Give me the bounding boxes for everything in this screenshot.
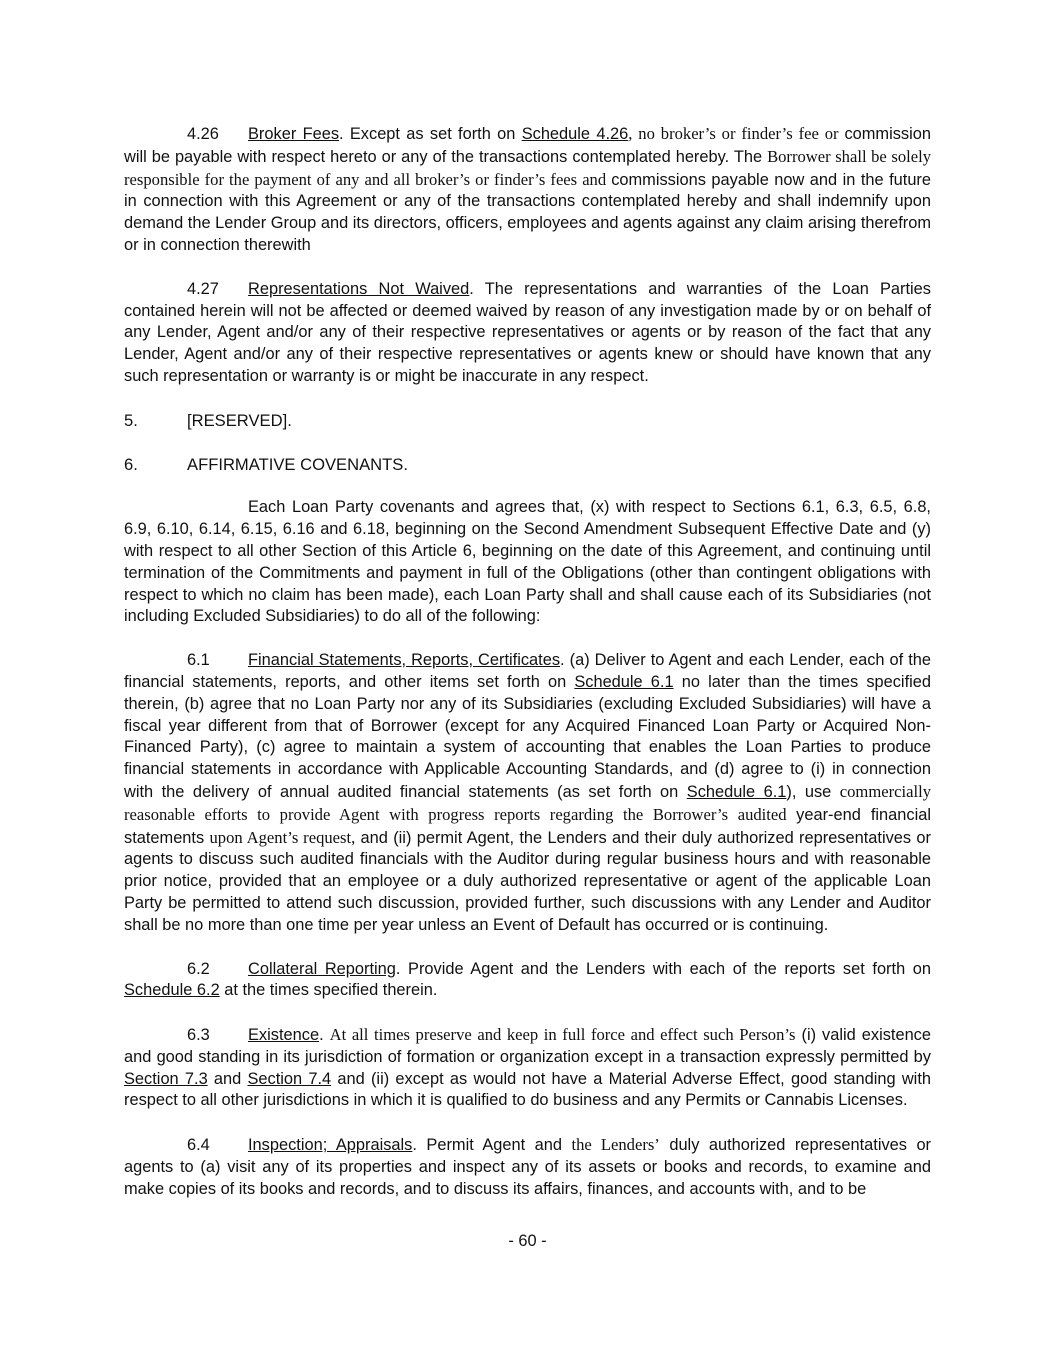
section-number: 6.4 — [187, 1136, 210, 1155]
section-text: , no broker’s or finder’s fee or — [628, 124, 845, 143]
article-title: AFFIRMATIVE COVENANTS. — [187, 454, 408, 474]
section-6-4 — [124, 1134, 931, 1200]
section-text: commercially reasonable efforts to provide Agent with progress reports regarding the Borrower’s audited — [124, 781, 931, 824]
section-text: and (ii) except as would not have a Material Adverse Effect, good standing with respect to all other jurisdictions in which it is qualified to do business and any Permits or Cannabis Licenses. — [124, 1069, 931, 1110]
section-number: 6.2 — [187, 959, 210, 978]
section-number: 6.3 — [187, 1026, 210, 1045]
section-text: . Provide Agent and the Lenders with each of the reports set forth on — [395, 959, 931, 978]
section-title: Existence — [248, 1026, 320, 1045]
section-text: . (a) Deliver to Agent and each Lender, each of the financial statements, reports, and other items set forth on — [124, 651, 931, 691]
article-6-intro: Each Loan Party covenants and agrees that, (x) with respect to Sections 6.1, 6.3, 6.5, 6.8, 6.9, 6.10, 6.14, 6.15, 6.16 and 6.18, beginning on the Second Amendment Subsequent Effective Date and (y) with respect to all other Section of this Article 6, beginning on the date of this Agreement, and continuing until termination of the Commitments and payment in full of the Obligations (other than contingent obligations with respect to which no claim has been made), each Loan Party shall and shall cause each of its Subsidiaries (not including Excluded Subsidiaries) to do all of the following: — [124, 498, 931, 626]
schedule-reference: Schedule 6.2 — [124, 981, 220, 1000]
section-text: and — [207, 1069, 248, 1088]
article-5-heading — [124, 410, 931, 432]
section-text: at the times specified therein. — [219, 981, 438, 1000]
section-text: Borrower shall be solely responsible for the payment of any and all broker’s or finder’s fees and — [124, 146, 931, 189]
section-number: 6.1 — [187, 651, 210, 670]
section-4-27 — [124, 279, 931, 388]
article-number: 5. — [124, 410, 138, 430]
section-number: 4.26 — [187, 125, 219, 143]
document-page — [124, 123, 931, 1201]
section-text: . Except as set forth on — [339, 125, 522, 143]
section-title: Collateral Reporting — [248, 959, 396, 978]
section-6-1 — [124, 650, 931, 936]
section-text: ), use — [786, 782, 840, 801]
schedule-reference: Schedule 6.1 — [574, 672, 674, 691]
section-text: no later than the times specified therein, (b) agree that no Loan Party nor any of its Subsidiaries (excluding Excluded Subsidiaries) will have a fiscal year different from that of Borrower (except for any Acquired Financed Loan Party or Acquired Non-Financed Party), (c) agree to maintain a system of accounting that enables the Loan Parties to produce financial statements in accordance with Applicable Accounting Standards, and (d) agree to (i) in connection with the delivery of annual audited financial statements (as set forth on — [124, 672, 932, 801]
section-text: and (ii) permit Agent, the Lenders and their duly authorized representatives or agents to discuss such audited financials with the Auditor during regular business hours and with reasonable prior notice, provided that an employee or a duly authorized representative or agent of the applicable Loan Party be permitted to attend such discussion, provided further, such discussions with any Lender and Auditor shall be no more than one time per year unless an Event of Default has occurred or is continuing. — [124, 828, 931, 934]
schedule-reference: Schedule 6.1 — [686, 782, 787, 801]
schedule-reference: Schedule 4.26 — [521, 125, 629, 143]
section-reference: Section 7.4 — [247, 1069, 332, 1088]
article-title: [RESERVED]. — [187, 410, 292, 430]
section-title: Representations Not Waived — [248, 279, 470, 298]
section-text: commission will be payable with respect hereto or any of the transactions contemplated hereby. The — [124, 125, 931, 166]
section-reference: Section 7.3 — [124, 1069, 208, 1088]
article-6-heading — [124, 454, 931, 476]
section-text: upon Agent’s request, — [209, 827, 356, 847]
section-title: Financial Statements, Reports, Certificates — [248, 651, 561, 670]
section-text: . Permit Agent and — [412, 1136, 572, 1155]
section-text: At all times preserve and keep in full force and effect such Person’s — [329, 1025, 796, 1045]
section-text: duly authorized representatives or agents to (a) visit any of its properties and inspect any of its assets or books and records, to examine and make copies of its books and records, and to discuss its affairs, finances, and accounts with, and to be — [124, 1136, 932, 1198]
section-text: commissions payable now and in the future in connection with this Agreement or any of the transactions contemplated hereby and shall indemnify upon demand the Lender Group and its directors, officers, employees and agents against any claim arising therefrom or in connection therewith — [124, 170, 932, 254]
section-number: 4.27 — [187, 279, 219, 298]
article-number: 6. — [124, 454, 138, 474]
section-text: year-end financial statements — [124, 805, 931, 847]
section-6-3 — [124, 1024, 931, 1112]
section-text: the Lenders’ — [571, 1135, 660, 1155]
section-text: (i) valid existence and good standing in its jurisdiction of formation or organization except in a transaction expressly permitted by — [124, 1026, 931, 1066]
section-4-26 — [124, 123, 931, 257]
page-number: - 60 - — [508, 1232, 547, 1250]
section-title: Broker Fees — [248, 125, 340, 143]
section-6-2 — [124, 959, 931, 1003]
section-title: Inspection; Appraisals — [248, 1136, 413, 1155]
section-text: . — [319, 1026, 330, 1045]
section-text: . The representations and warranties of the Loan Parties contained herein will not be affected or deemed waived by reason of any investigation made by or on behalf of any Lender, Agent and/or any of their respective representatives or agents or by reason of the fact that any Lender, Agent and/or any of their respective representatives or agents knew or should have known that any such representation or warranty is or might be inaccurate in any respect. — [124, 279, 931, 385]
